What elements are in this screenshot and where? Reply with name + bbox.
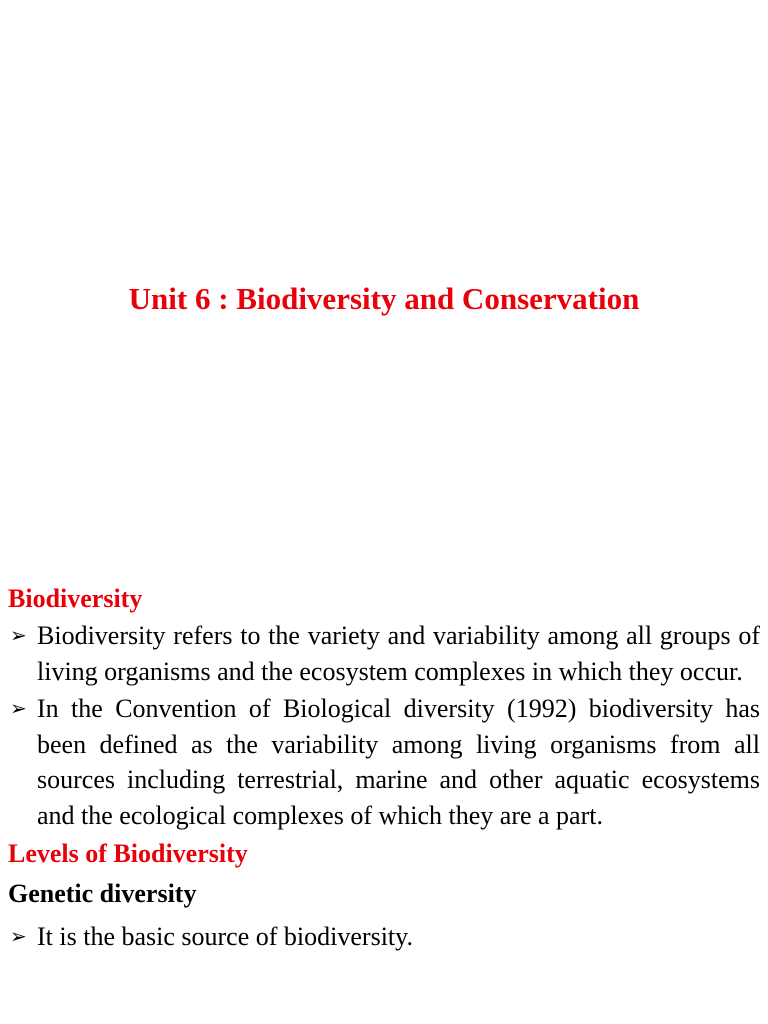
list-item bbox=[8, 691, 760, 833]
subheading-genetic-diversity: Genetic diversity bbox=[8, 879, 197, 908]
content-body bbox=[8, 580, 760, 957]
list-item bbox=[8, 919, 760, 955]
section-heading-biodiversity: Biodiversity bbox=[8, 584, 143, 613]
bullet-text: In the Convention of Biological diversity (1992) biodiversity has been defined as the variability among living organisms from all sources including terrestrial, marine and other aquatic ecosystems and the ecological complexes of which they are a part. bbox=[37, 694, 760, 830]
bullet-text: Biodiversity refers to the variety and variability among all groups of living organisms and the ecosystem complexes in which they occur. bbox=[37, 621, 760, 686]
list-item bbox=[8, 618, 760, 689]
page-title: Unit 6 : Biodiversity and Conservation bbox=[128, 281, 640, 316]
arrow-bullet-icon: ➢ bbox=[10, 696, 27, 720]
section-heading-levels: Levels of Biodiversity bbox=[8, 839, 248, 868]
arrow-bullet-icon: ➢ bbox=[10, 924, 27, 948]
bullet-text: It is the basic source of biodiversity. bbox=[37, 922, 413, 951]
arrow-bullet-icon: ➢ bbox=[10, 623, 27, 647]
